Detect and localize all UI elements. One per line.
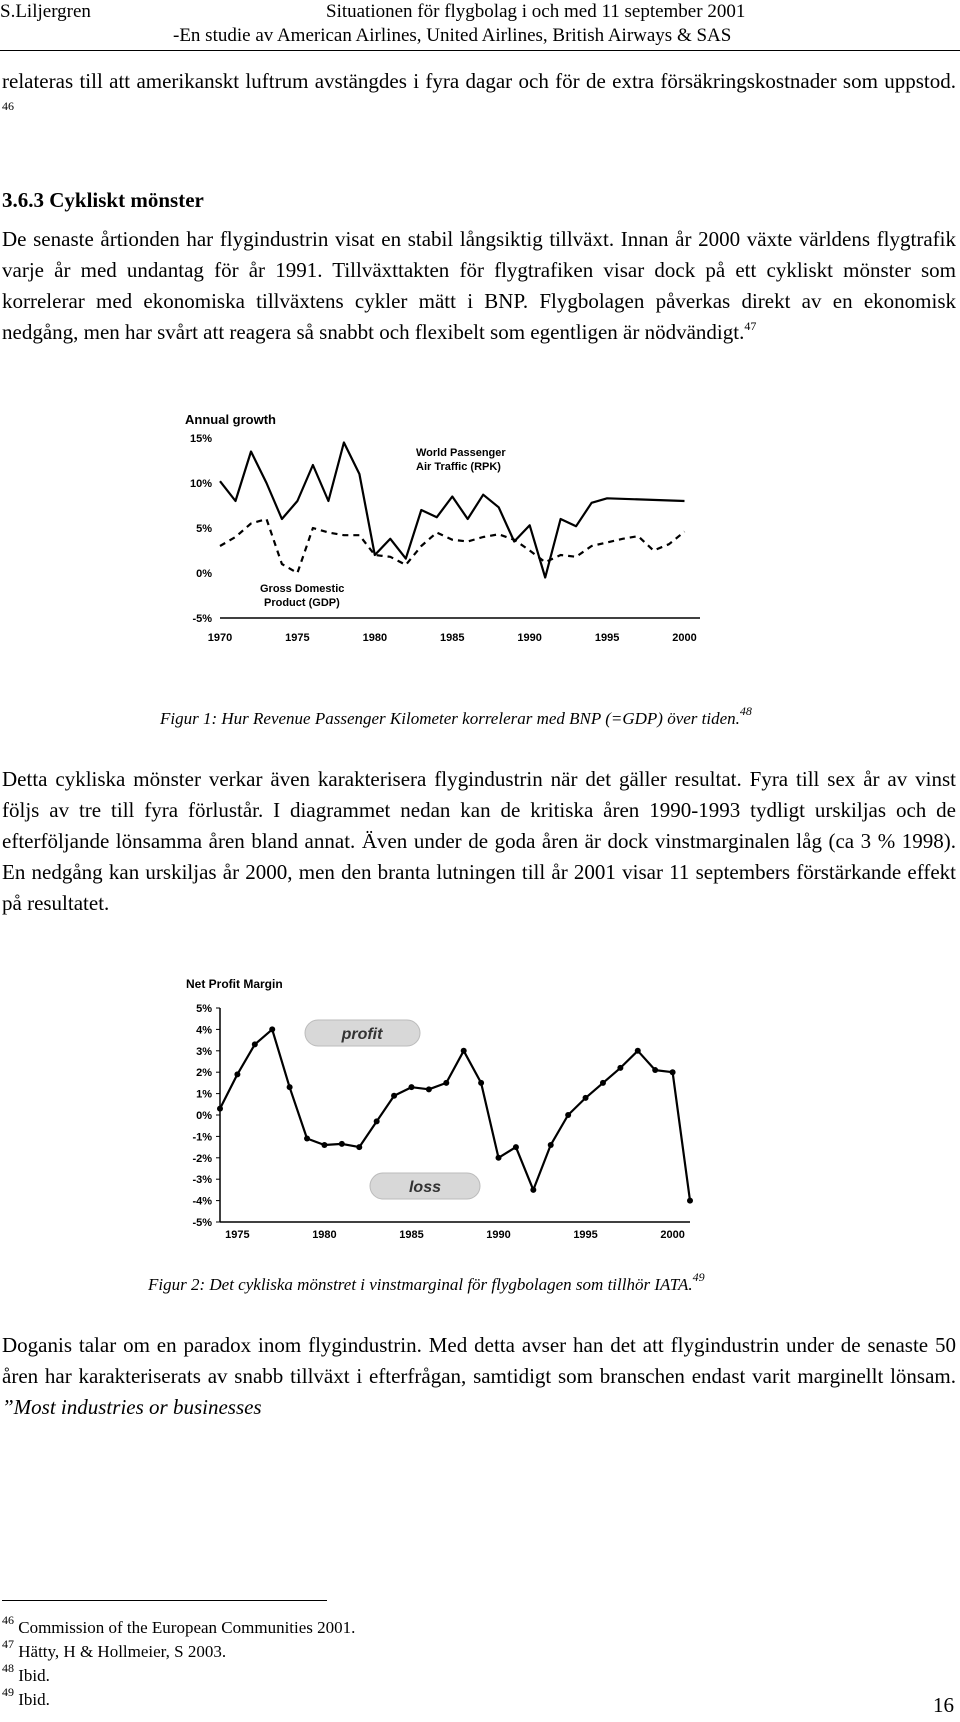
series-annotation: Product (GDP) <box>264 597 340 609</box>
data-point <box>687 1198 693 1204</box>
footnote-ref: 47 <box>744 319 757 333</box>
x-tick-label: 1970 <box>207 632 233 644</box>
y-tick-label: 0% <box>196 1110 212 1122</box>
footnote-divider <box>2 1600 327 1601</box>
paragraph-paradox <box>2 1330 956 1423</box>
y-tick-label: -1% <box>192 1131 212 1144</box>
footnote-ref: 46 <box>2 99 14 113</box>
caption-text: Figur 2: Det cykliska mönstret i vinstmarginal för flygbolagen som tillhör IATA. <box>148 1275 693 1294</box>
x-tick-label: 1990 <box>517 632 542 644</box>
series-annotation: World Passenger <box>416 447 506 459</box>
footnote-number: 48 <box>2 1661 14 1675</box>
y-tick-label: 5% <box>196 1003 212 1015</box>
x-tick-label: 1975 <box>285 632 310 644</box>
header-divider <box>0 50 960 51</box>
series-annotation: Air Traffic (RPK) <box>416 461 501 473</box>
profit-label: profit <box>341 1026 383 1043</box>
data-point <box>461 1048 467 1054</box>
figure-1-caption <box>160 704 752 730</box>
net-profit-margin-chart <box>180 972 765 1272</box>
footnote-text: Ibid. <box>18 1690 50 1709</box>
paragraph-profit-cycle <box>2 764 956 919</box>
y-tick-label: -3% <box>192 1174 212 1187</box>
x-tick-label: 1995 <box>573 1229 598 1241</box>
footnote-ref: 48 <box>739 704 752 718</box>
running-header-author: S.Liljergren <box>0 1 91 22</box>
x-tick-label: 1985 <box>399 1229 424 1241</box>
data-point <box>304 1136 310 1142</box>
data-point <box>356 1144 362 1150</box>
data-point <box>408 1084 414 1090</box>
data-point <box>530 1187 536 1193</box>
paragraph-cyclic <box>2 224 956 348</box>
y-tick-label: 1% <box>196 1088 212 1101</box>
chart-title: Net Profit Margin <box>186 977 283 991</box>
data-point <box>287 1084 293 1090</box>
data-point <box>513 1144 519 1150</box>
footnote <box>2 1685 50 1710</box>
footnote-number: 46 <box>2 1613 14 1627</box>
quote-text: ”Most industries or businesses <box>2 1395 262 1419</box>
footnote-ref: 49 <box>692 1270 705 1284</box>
y-tick-label: 2% <box>196 1067 212 1080</box>
paragraph-text: De senaste årtionden har flygindustrin visat en stabil långsiktig tillväxt. Innan år 2000 växte världens flygtrafik varje år med undantag för år 1991. Tillväxttakten för flygtrafiken visar dock på ett cykliskt mönster som korrelerar med ekonomiska tillväxtens cykler mätt i BNP. Flygbolagen påverkas direkt av en ekonomisk nedgång, men har svårt att reagera så snabbt och flexibelt som egentligen är nödvändigt. <box>2 227 956 344</box>
y-tick-label: 15% <box>189 433 212 445</box>
page-number: 16 <box>933 1693 954 1717</box>
y-tick-label: -2% <box>192 1152 212 1165</box>
data-point <box>600 1080 606 1086</box>
data-point <box>670 1069 676 1075</box>
y-tick-label: -5% <box>192 1217 212 1229</box>
data-point <box>234 1071 240 1077</box>
y-tick-label: 3% <box>196 1045 212 1058</box>
y-tick-label: 4% <box>196 1024 212 1037</box>
footnote <box>2 1613 356 1638</box>
paragraph-text: Detta cykliska mönster verkar även karakterisera flygindustrin när det gäller resultat. Fyra till sex år av vinst följs av tre till fyra förlustår. I diagrammet nedan kan de kritiska åren 1990-1993 tydligt urskiljas och de efterföljande lönsamma åren bland annat. Även under de goda åren är dock vinstmarginalen låg (ca 3 % 1998). En nedgång kan urskiljas år 2000, men den branta lutningen till år 2001 visar 11 septembers förstärkande effekt på resultatet. <box>2 767 956 915</box>
data-point <box>548 1142 554 1148</box>
paragraph-text: Doganis talar om en paradox inom flygindustrin. Med detta avser han det att flygindustrin under de senaste 50 åren har karakteriserats av snabb tillväxt i efterfrågan, samtidigt som branschen endast varit marginellt lönsam. <box>2 1333 956 1388</box>
y-tick-label: 0% <box>196 568 212 580</box>
paragraph-intro <box>2 66 956 128</box>
loss-label: loss <box>408 1179 442 1196</box>
x-tick-label: 1980 <box>362 632 388 644</box>
data-point <box>478 1080 484 1086</box>
running-header-subtitle: -En studie av American Airlines, United Airlines, British Airways & SAS <box>173 25 732 46</box>
footnote-text: Commission of the European Communities 2001. <box>18 1618 356 1637</box>
running-header-title: Situationen för flygbolag i och med 11 september 2001 <box>326 1 746 22</box>
footnote-text: Ibid. <box>18 1666 50 1685</box>
y-tick-label: -5% <box>192 613 212 625</box>
x-tick-label: 1975 <box>225 1229 250 1241</box>
series-annotation: Gross Domestic <box>260 583 345 595</box>
data-point <box>321 1142 327 1148</box>
y-tick-label: 5% <box>196 523 212 535</box>
chart-title: Annual growth <box>185 412 276 427</box>
data-point <box>496 1155 502 1161</box>
footnote-number: 47 <box>2 1637 14 1651</box>
data-point <box>583 1095 589 1101</box>
data-point <box>652 1067 658 1073</box>
footnote-text: Hätty, H & Hollmeier, S 2003. <box>18 1642 227 1661</box>
data-point <box>635 1048 641 1054</box>
data-point <box>391 1093 397 1099</box>
x-tick-label: 2000 <box>672 632 697 644</box>
paragraph-text: relateras till att amerikanskt luftrum avstängdes i fyra dagar och för de extra försäkringskostnader som uppstod. <box>2 69 956 93</box>
data-point <box>426 1086 432 1092</box>
data-point <box>269 1026 275 1032</box>
data-point <box>617 1065 623 1071</box>
data-point <box>339 1141 345 1147</box>
caption-text: Figur 1: Hur Revenue Passenger Kilometer korrelerar med BNP (=GDP) över tiden. <box>160 709 740 728</box>
y-tick-label: -4% <box>192 1195 212 1208</box>
x-tick-label: 1995 <box>594 632 620 644</box>
data-point <box>217 1106 223 1112</box>
gdp-series-line <box>220 519 685 573</box>
footnote <box>2 1661 50 1686</box>
x-tick-label: 1985 <box>440 632 465 644</box>
section-heading: 3.6.3 Cykliskt mönster <box>2 188 204 212</box>
data-point <box>443 1080 449 1086</box>
annual-growth-chart <box>170 408 750 708</box>
footnote-number: 49 <box>2 1685 14 1699</box>
figure-2-caption <box>148 1270 705 1296</box>
data-point <box>565 1112 571 1118</box>
y-tick-label: 10% <box>189 478 212 490</box>
x-tick-label: 1980 <box>312 1229 337 1241</box>
data-point <box>252 1041 258 1047</box>
x-tick-label: 2000 <box>660 1229 685 1241</box>
data-point <box>374 1118 380 1124</box>
x-tick-label: 1990 <box>486 1229 511 1241</box>
footnote <box>2 1637 227 1662</box>
